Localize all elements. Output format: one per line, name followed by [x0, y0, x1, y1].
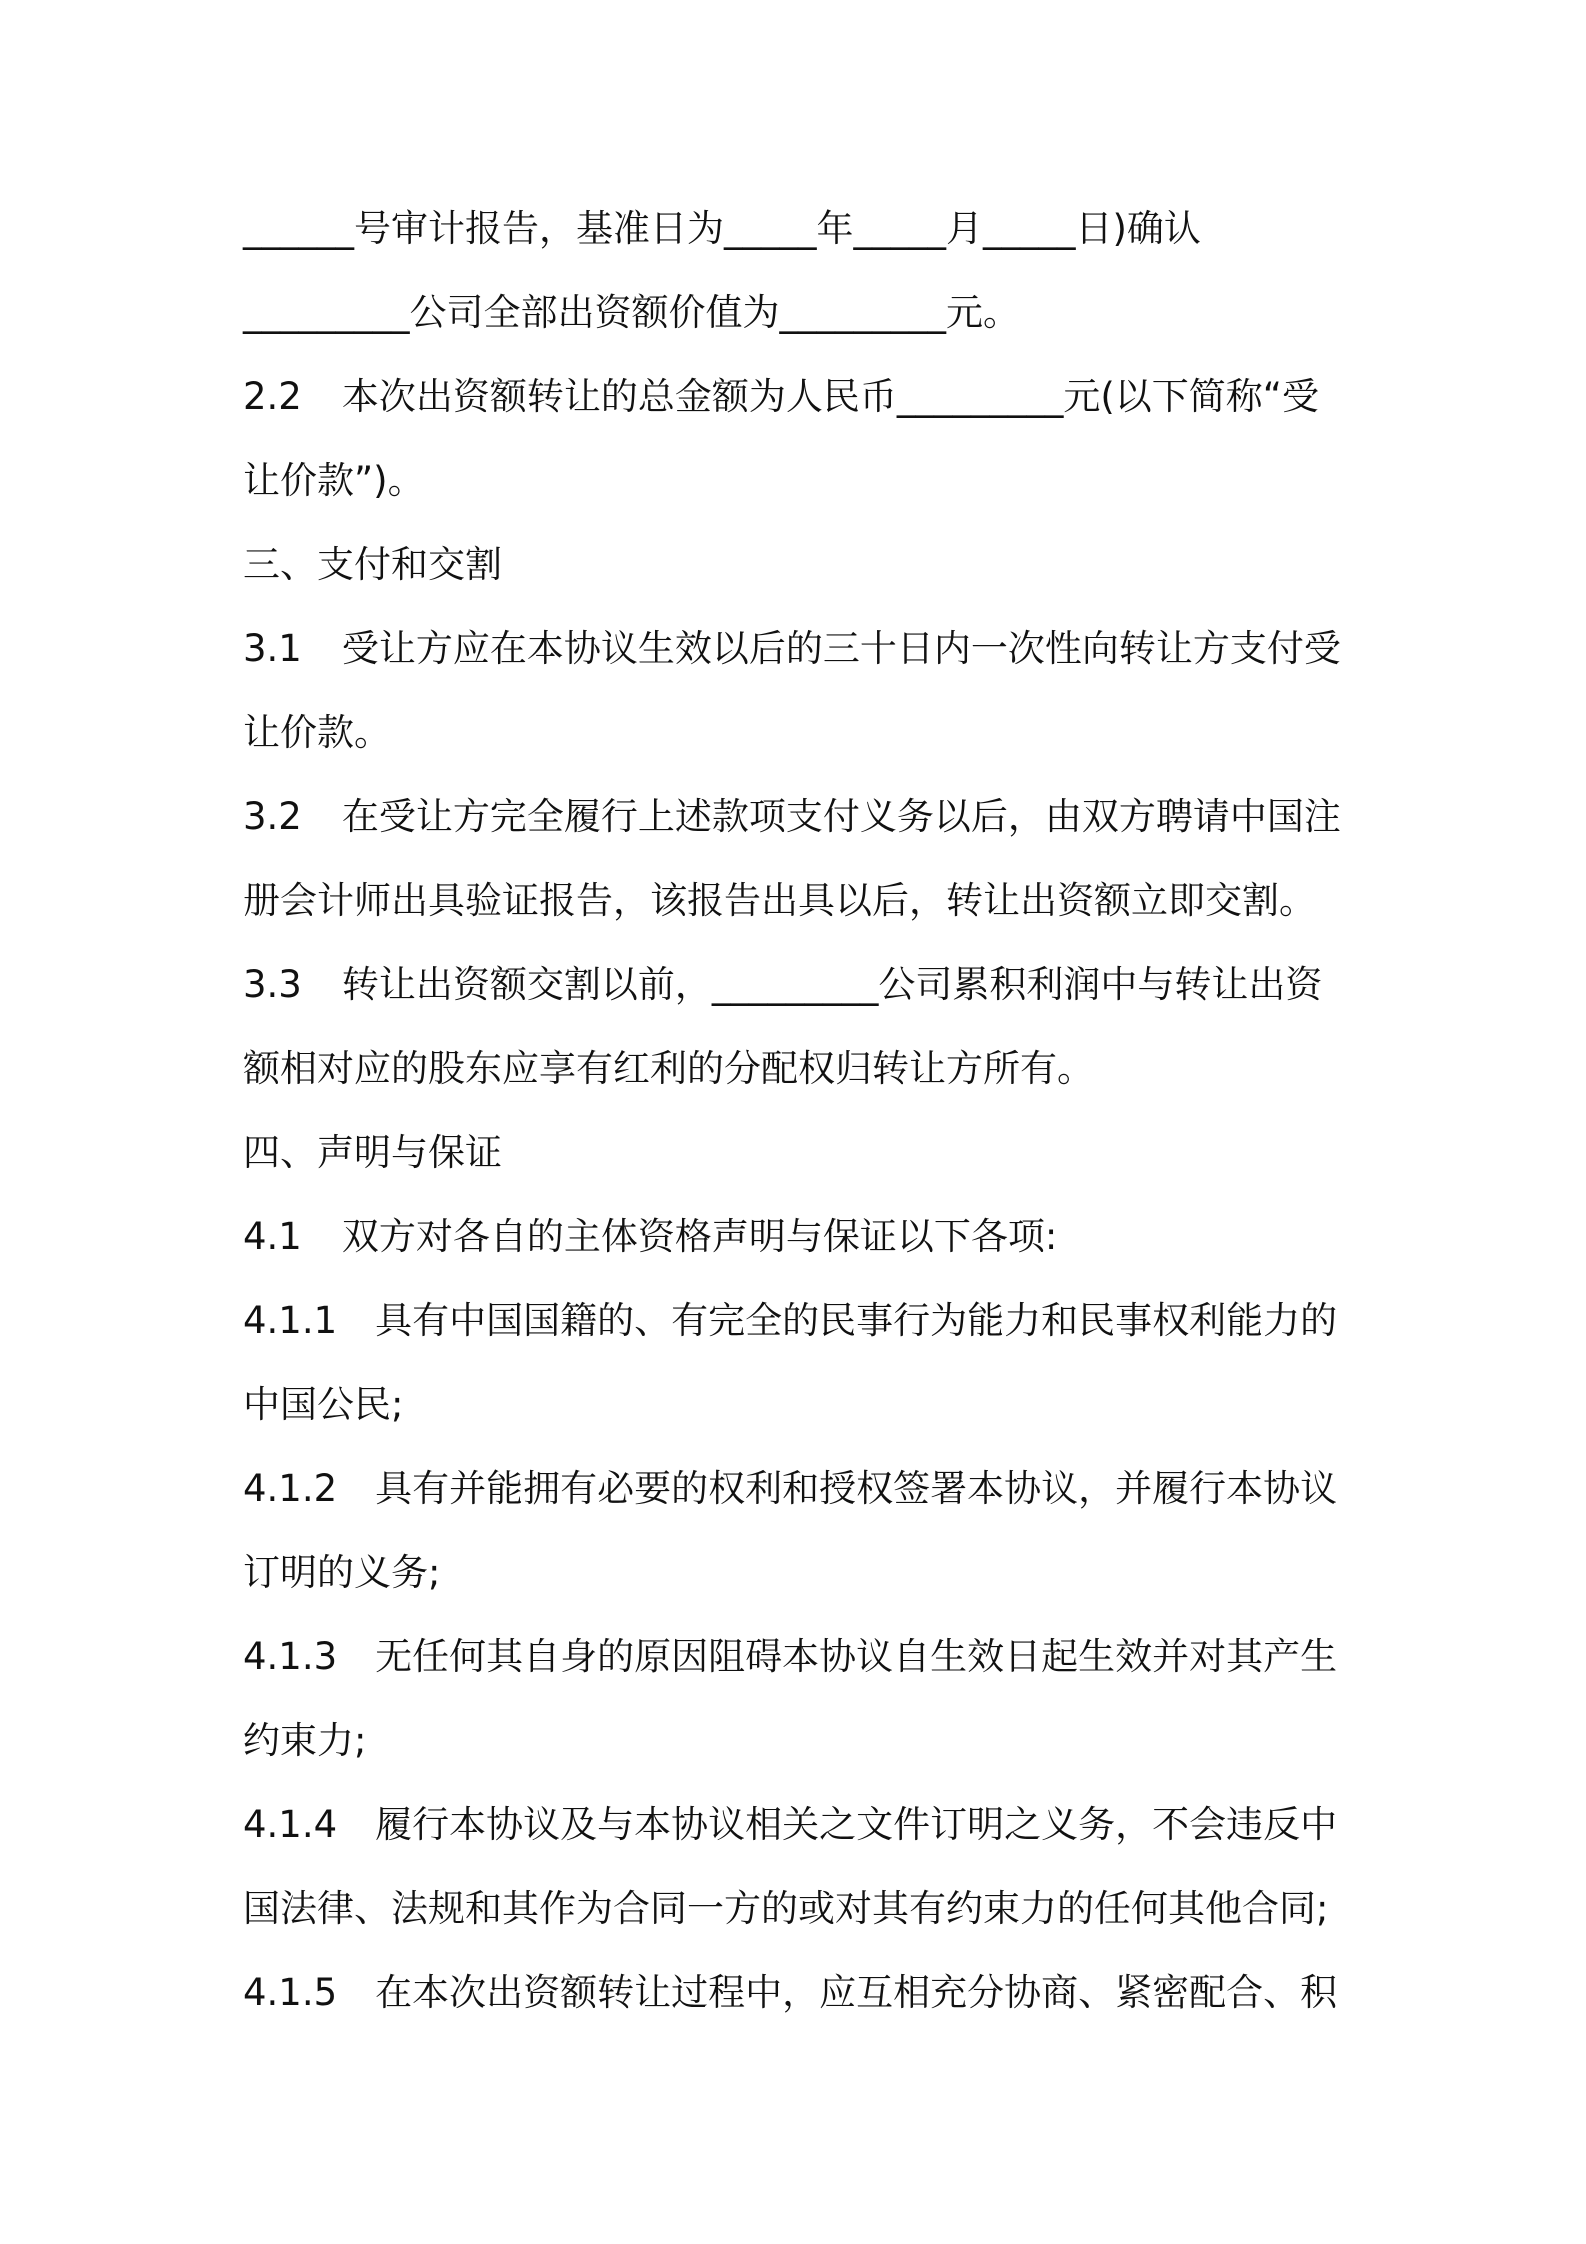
clause-text: 无任何其自身的原因阻碍本协议自生效日起生效并对其产生 [375, 1635, 1338, 1678]
clause-number: 3.3 [243, 963, 302, 1006]
text-line: _________公司全部出资额价值为_________元。 [243, 291, 1020, 334]
clause-number: 2.2 [243, 375, 302, 418]
clause-3-3 [243, 960, 1363, 1010]
clause-number: 4.1.4 [243, 1803, 338, 1846]
clause-3-2 [243, 792, 1363, 842]
text-line: 让价款。 [243, 711, 391, 754]
clause-3-1 [243, 624, 1363, 674]
clause-2-2 [243, 372, 1363, 422]
clause-number: 4.1.3 [243, 1635, 338, 1678]
section-heading: 四、声明与保证 [243, 1131, 502, 1174]
clause-text: 具有并能拥有必要的权利和授权签署本协议，并履行本协议 [375, 1467, 1338, 1510]
clause-number: 4.1.1 [243, 1299, 338, 1342]
clause-text: 履行本协议及与本协议相关之文件订明之义务，不会违反中 [375, 1803, 1338, 1846]
text-line: 让价款”)。 [243, 459, 425, 502]
clause-number: 4.1.2 [243, 1467, 338, 1510]
text-line: 册会计师出具验证报告，该报告出具以后，转让出资额立即交割。 [243, 879, 1316, 922]
clause-4-1-3 [243, 1632, 1363, 1682]
clause-number: 4.1.5 [243, 1971, 338, 2014]
clause-4-1-1 [243, 1296, 1363, 1346]
clause-text: 在本次出资额转让过程中，应互相充分协商、紧密配合、积 [375, 1971, 1338, 2014]
clause-4-1-2 [243, 1464, 1363, 1514]
clause-text: 本次出资额转让的总金额为人民币_________元(以下简称“受 [341, 375, 1319, 418]
clause-text: 在受让方完全履行上述款项支付义务以后，由双方聘请中国注 [341, 795, 1341, 838]
clause-number: 3.2 [243, 795, 302, 838]
clause-text: 转让出资额交割以前，_________公司累积利润中与转让出资 [341, 963, 1323, 1006]
clause-text: 双方对各自的主体资格声明与保证以下各项: [341, 1215, 1058, 1258]
text-line: 额相对应的股东应享有红利的分配权归转让方所有。 [243, 1047, 1094, 1090]
text-line: ______号审计报告，基准日为_____年_____月_____日)确认 [243, 207, 1201, 250]
text-line: 国法律、法规和其作为合同一方的或对其有约束力的任何其他合同; [243, 1887, 1329, 1930]
clause-4-1-4 [243, 1800, 1363, 1850]
text-line: 中国公民; [243, 1383, 404, 1426]
clause-text: 具有中国国籍的、有完全的民事行为能力和民事权利能力的 [375, 1299, 1338, 1342]
text-line: 约束力; [243, 1719, 367, 1762]
clause-text: 受让方应在本协议生效以后的三十日内一次性向转让方支付受 [341, 627, 1341, 670]
clause-4-1-5 [243, 1968, 1363, 2018]
text-line: 订明的义务; [243, 1551, 441, 1594]
clause-number: 4.1 [243, 1215, 302, 1258]
clause-number: 3.1 [243, 627, 302, 670]
clause-4-1 [243, 1212, 1363, 1262]
section-heading: 三、支付和交割 [243, 543, 502, 586]
